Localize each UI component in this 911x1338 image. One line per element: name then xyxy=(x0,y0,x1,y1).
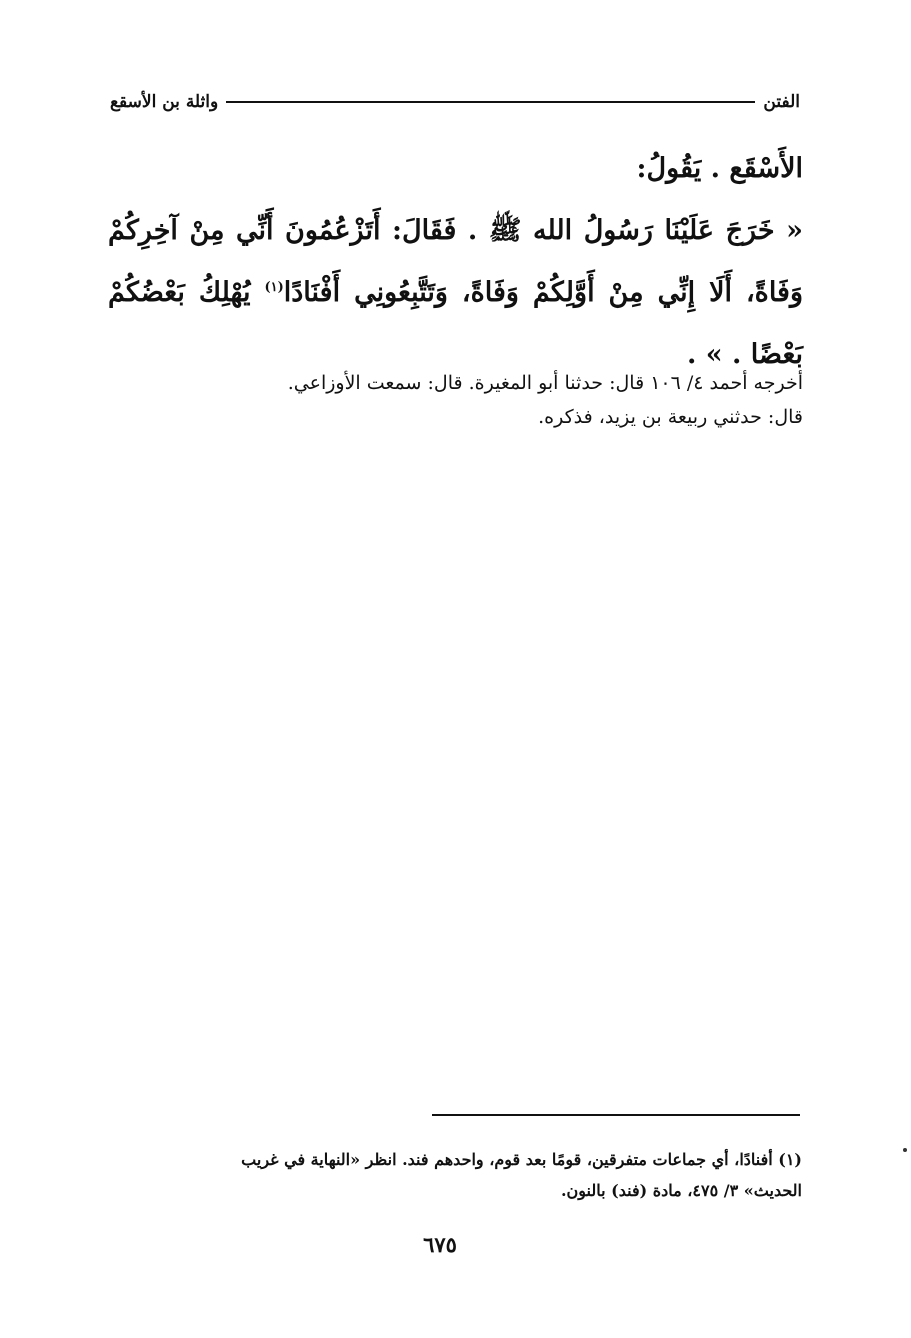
hadith-text xyxy=(108,138,803,386)
hadith-part-2: يُهْلِكُ بَعْضُكُمْ بَعْضًا . » . xyxy=(108,277,803,370)
takhrij-line-2: قال: حدثني ربيعة بن يزيد، فذكره. xyxy=(538,406,803,428)
running-header xyxy=(110,88,800,116)
takhrij-line-1: أخرجه أحمد ٤/ ١٠٦ قال: حدثنا أبو المغيرة. قال: سمعت الأوزاعي. xyxy=(287,372,803,394)
header-rule xyxy=(226,101,755,103)
narrator-line: الأَسْقَع . يَقُولُ: xyxy=(636,153,803,184)
footnotes xyxy=(118,1144,802,1206)
scan-speck xyxy=(903,1148,907,1152)
takhrij-text xyxy=(108,366,803,434)
footnote-line-2: الحديث» ٣/ ٤٧٥، مادة (فند) بالنون. xyxy=(560,1181,802,1200)
hadith-part-1: « خَرَجَ عَلَيْنَا رَسُولُ الله ﷺ . فَقَالَ: أَتَزْعُمُونَ أَنِّي مِنْ آخِرِكُمْ وَفَاةً، أَلَا إِنِّي مِنْ أَوَّلِكُمْ وَفَاةً، وَتَتَّبِعُونِي أَفْنَادًا xyxy=(108,215,803,308)
footnote-marker[interactable]: (١) xyxy=(264,280,284,295)
header-chapter-title: الفتن xyxy=(763,92,800,112)
footnote-separator xyxy=(432,1114,800,1116)
footnote-line-1: (١) أفنادًا، أي جماعات متفرقين، قومًا بعد قوم، واحدهم فند. انظر «النهاية في غريب xyxy=(241,1150,802,1169)
header-section-title: واثلة بن الأسقع xyxy=(110,92,219,112)
page-number: ٦٧٥ xyxy=(423,1232,457,1257)
hadith-body xyxy=(108,200,803,386)
